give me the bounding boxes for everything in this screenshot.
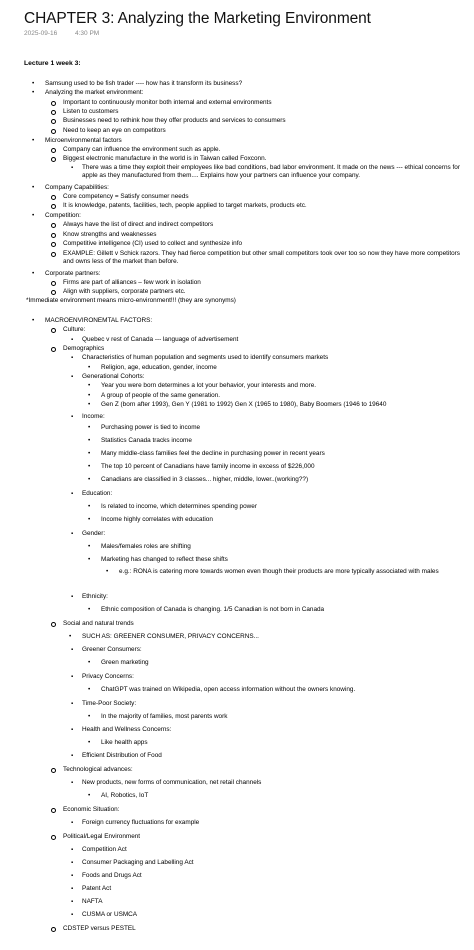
note-line: ▪ Competition Act xyxy=(82,846,127,854)
note-line: *Immediate environment means micro-environment!!! (they are synonyms) xyxy=(26,297,236,304)
note-line: It is knowledge, patents, facilities, tech, people applied to target markets, products etc. xyxy=(63,202,307,209)
note-line: ▪ Education: xyxy=(82,490,112,498)
note-line: ▪ Efficient Distribution of Food xyxy=(82,752,162,760)
note-line: ▪ There was a time they exploit their employees like bad conditions, bad labor environment. It made on the news --- ethical concerns for apple as they manufactured from them.... Explains how your partners can influence your company. xyxy=(82,164,467,180)
note-line: ▪ Health and Wellness Concerns: xyxy=(82,726,171,734)
note-line: ▪ New products, new forms of communication, net retail channels xyxy=(82,779,261,787)
note-line: • e.g.: RONA is catering more towards women even though their products are more typically associated with males xyxy=(119,568,464,576)
note-line: • In the majority of families, most parents work xyxy=(101,713,227,721)
note-line: ▪ Privacy Concerns: xyxy=(82,673,134,681)
note-line: • Samsung used to be fish trader ---- how has it transform its business? xyxy=(45,80,242,88)
note-line: Culture: xyxy=(63,326,86,333)
note-line: • Company Capabilities: xyxy=(45,184,109,192)
note-line: • Is related to income, which determines spending power xyxy=(101,503,257,511)
note-line: Demographics xyxy=(63,345,105,352)
note-line: Competitive intelligence (CI) used to collect and synthesize info xyxy=(63,240,243,247)
page-title: CHAPTER 3: Analyzing the Marketing Environment xyxy=(24,10,371,27)
note-line: Know strengths and weaknesses xyxy=(63,231,157,238)
note-line: • Green marketing xyxy=(101,659,149,667)
note-line: • Statistics Canada tracks income xyxy=(101,437,192,445)
note-line: ▪ Gender: xyxy=(82,530,105,538)
note-line: ▪ Greener Consumers: xyxy=(82,646,142,654)
note-line: • ChatGPT was trained on Wikipedia, open access information without the owners knowing. xyxy=(101,686,355,694)
note-line: ▪ Patent Act xyxy=(82,885,111,893)
note-line: • MACROENVIRONEMTAL FACTORS: xyxy=(45,317,152,325)
note-line: ▪ Time-Poor Society: xyxy=(82,700,136,708)
note-line: Biggest electronic manufacture in the world is in Taiwan called Foxconn. xyxy=(63,155,267,162)
note-date: 2025-09-16 xyxy=(24,30,58,37)
note-line: ▪ Consumer Packaging and Labelling Act xyxy=(82,859,194,867)
note-line: Businesses need to rethink how they offer products and services to consumers xyxy=(63,117,286,124)
note-line: • A group of people of the same generation. xyxy=(101,392,220,400)
note-line: ▪ CUSMA or USMCA xyxy=(82,911,137,919)
note-line: ▪ Income: xyxy=(82,413,105,421)
note-line: Core competency = Satisfy consumer needs xyxy=(63,193,189,200)
note-line: • Marketing has changed to reflect these shifts xyxy=(101,556,228,564)
note-line: Technological advances: xyxy=(63,766,133,773)
note-line: Political/Legal Environment xyxy=(63,833,141,840)
note-line: ▪ Foods and Drugs Act xyxy=(82,872,142,880)
section-heading: Lecture 1 week 3: xyxy=(24,60,81,67)
note-line: • Purchasing power is tied to income xyxy=(101,424,200,432)
note-line: • Microenvironmental factors xyxy=(45,137,122,145)
note-line: • Analyzing the market environment: xyxy=(45,89,143,97)
note-line: ▪ Generational Cohorts: xyxy=(82,373,145,381)
note-line: Economic Situation: xyxy=(63,806,120,813)
note-line: Align with suppliers, corporate partners etc. xyxy=(63,288,186,295)
note-line: Social and natural trends xyxy=(63,620,134,627)
note-line: Always have the list of direct and indirect competitors xyxy=(63,221,214,228)
note-time: 4:30 PM xyxy=(75,30,100,37)
note-line: Company can influence the environment such as apple. xyxy=(63,146,221,153)
note-line: • Religion, age, education, gender, income xyxy=(101,364,217,372)
note-line: • Males/females roles are shifting xyxy=(101,543,191,551)
note-line: • SUCH AS: GREENER CONSUMER, PRIVACY CONCERNS... xyxy=(82,633,259,641)
note-line: ▪ Characteristics of human population and segments used to identify consumers markets xyxy=(82,354,328,362)
note-line: • Competition: xyxy=(45,212,81,220)
note-line: • Corporate partners: xyxy=(45,270,100,278)
note-line: • The top 10 percent of Canadians have family income in excess of $226,000 xyxy=(101,463,315,471)
note-line: Firms are part of alliances – few work in isolation xyxy=(63,279,201,286)
note-line: • Gen Z (born after 1993), Gen Y (1981 to 1992) Gen X (1965 to 1980), Baby Boomers (1946 to 19640 xyxy=(101,401,386,409)
note-line: • Canadians are classified in 3 classes... higher, middle, lower..(working??) xyxy=(101,476,308,484)
note-line: ▪ Ethnicity: xyxy=(82,593,108,601)
note-line: • Like health apps xyxy=(101,739,148,747)
note-line: • Many middle-class families feel the decline in purchasing power in recent years xyxy=(101,450,325,458)
note-line: CDSTEP versus PESTEL xyxy=(63,925,136,932)
note-line: Important to continuously monitor both internal and external environments xyxy=(63,99,272,106)
note-line: ▪ Foreign currency fluctuations for example xyxy=(82,819,199,827)
note-line: ▪ Quebec v rest of Canada --- language of advertisement xyxy=(82,336,238,344)
note-line: • Income highly correlates with education xyxy=(101,516,213,524)
note-line: Listen to customers xyxy=(63,108,119,115)
note-line: EXAMPLE: Gillett v Schick razors. They had fierce competition but other small competitors took over too so now they have more competitors and owns less of the market than before. xyxy=(63,250,468,266)
note-line: • AI, Robotics, IoT xyxy=(101,792,148,800)
note-line: • Year you were born determines a lot your behavior, your interests and more. xyxy=(101,382,316,390)
note-line: ▪ NAFTA xyxy=(82,898,102,906)
note-line: • Ethnic composition of Canada is changing. 1/5 Canadian is not born in Canada xyxy=(101,606,324,614)
note-line: Need to keep an eye on competitors xyxy=(63,127,166,134)
